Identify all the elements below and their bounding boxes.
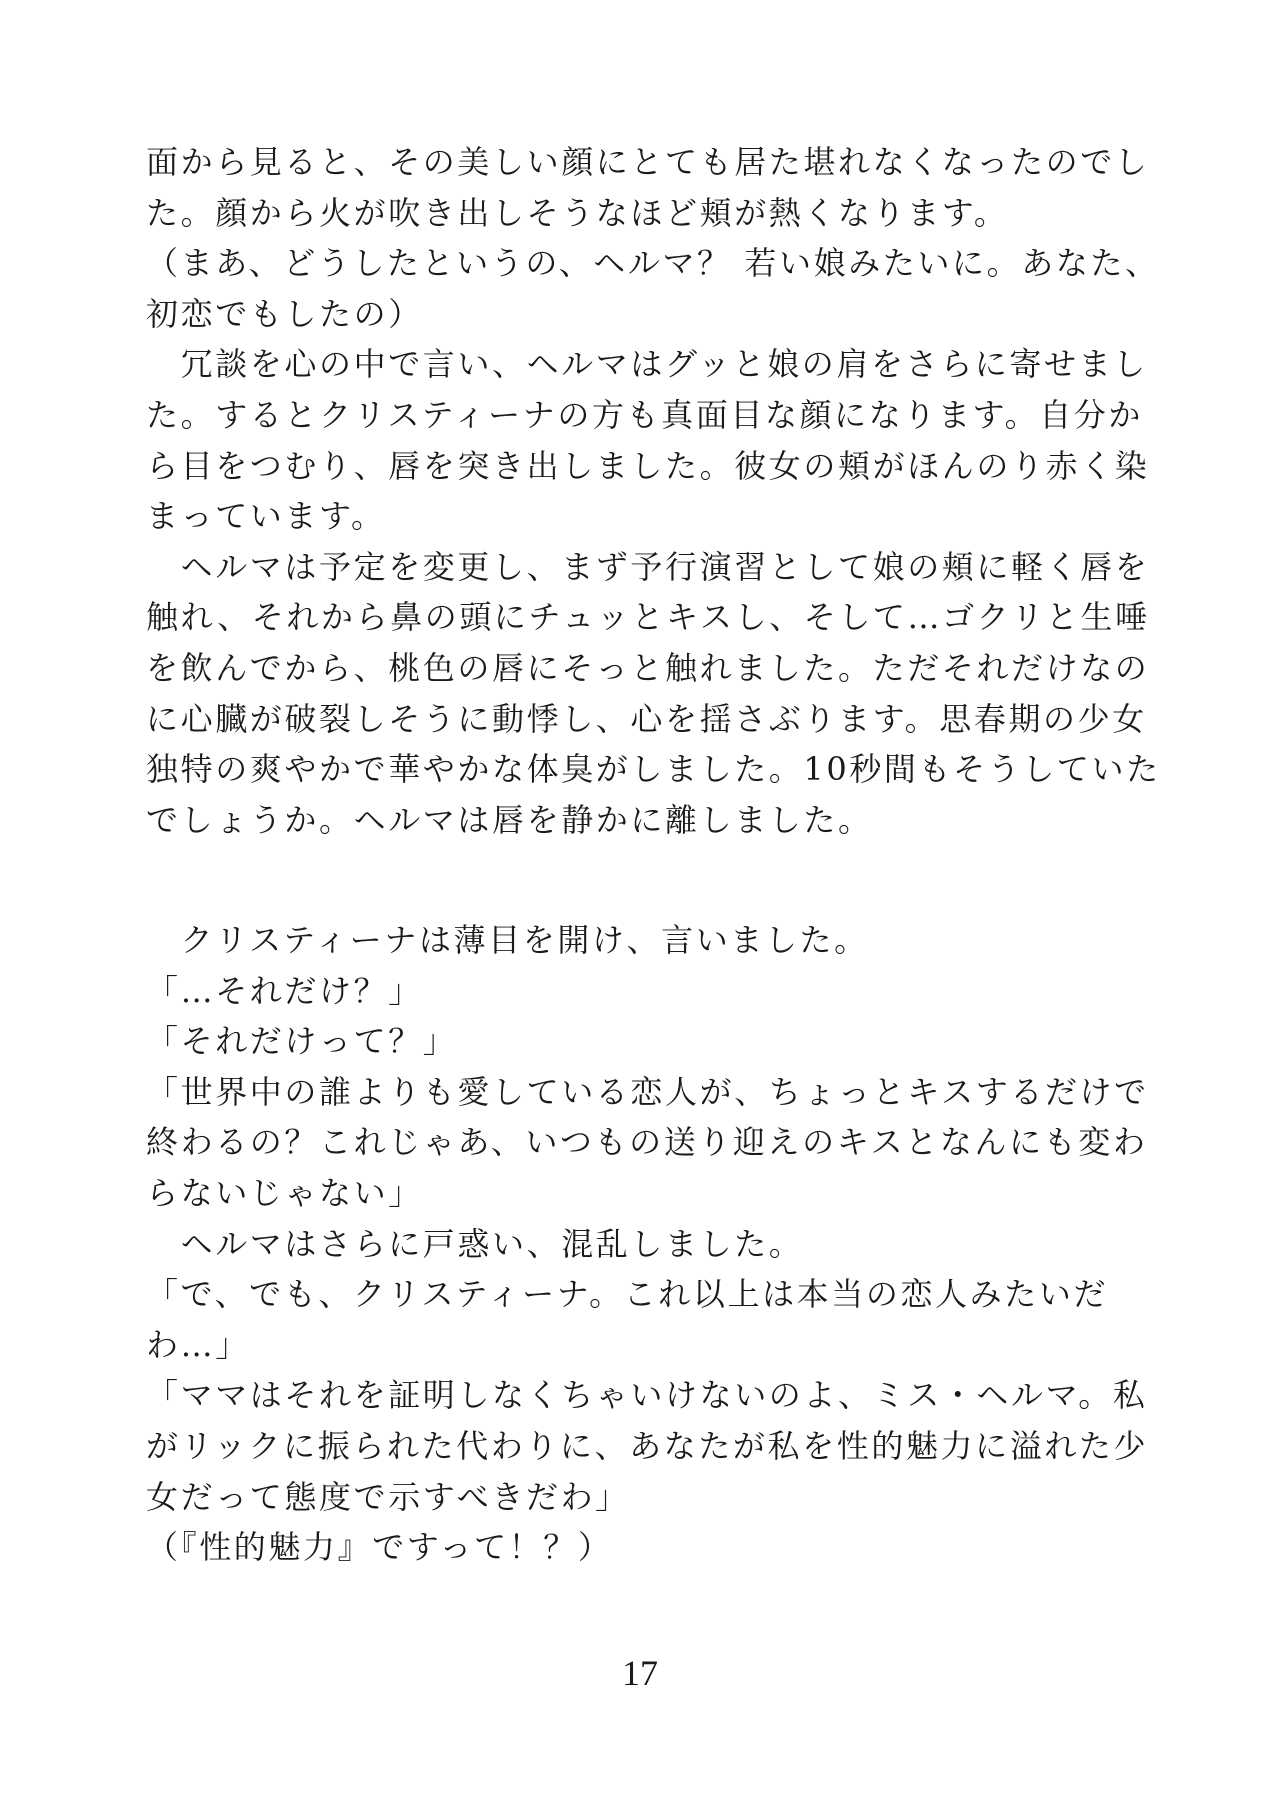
text-line: わ…」 [146,1325,250,1364]
text-line: 冗談を心の中で言い、ヘルマはグッと娘の肩をさらに寄せまし [146,345,1148,384]
text-line: に心臓が破裂しそうに動悸し、心を揺さぶります。思春期の少女 [146,699,1147,738]
page-number: 17 [622,1653,658,1693]
text-line: まっています。 [146,497,386,536]
text-line: ヘルマは予定を変更し、まず予行演習として娘の頬に軽く唇を [146,547,1150,586]
text-line: でしょうか。ヘルマは唇を静かに離しました。 [146,800,873,839]
text-line: （まあ、どうしたというの、ヘルマ？ 若い娘みたいに。あなた、 [146,244,1160,283]
text-line: を飲んでから、桃色の唇にそっと触れました。ただそれだけなの [146,648,1150,687]
text-line: ら目をつむり、唇を突き出しました。彼女の頬がほんのり赤く染 [146,446,1150,485]
text-line: 「世界中の誰よりも愛している恋人が、ちょっとキスするだけで [146,1072,1149,1111]
text-line: 終わるの？これじゃあ、いつもの送り迎えのキスとなんにも変わ [146,1123,1148,1162]
text-line: 触れ、それから鼻の頭にチュッとキスし、そして…ゴクリと生唾 [146,598,1150,637]
text-line: 「ママはそれを証明しなくちゃいけないのよ、ミス・ヘルマ。私 [146,1376,1148,1415]
text-line: た。顔から火が吹き出しそうなほど頬が熱くなります。 [146,193,1009,232]
text-line: らないじゃない」 [146,1173,423,1212]
text-line: 独特の爽やかで華やかな体臭がしました。10秒間もそうしていた [146,750,1161,789]
text-line: クリスティーナは薄目を開け、言いました。 [146,921,869,959]
text-line: た。するとクリスティーナの方も真面目な顔になります。自分か [146,395,1144,434]
text-line: がリックに振られた代わりに、あなたが私を性的魅力に溢れた少 [146,1426,1149,1465]
text-line: 「…それだけ？」 [146,971,423,1010]
text-line: ヘルマはさらに戸惑い、混乱しました。 [146,1224,804,1263]
text-line: 初恋でもしたの） [146,294,423,333]
text-line: 「それだけって？」 [146,1022,458,1061]
text-block-upper [146,137,1161,845]
text-line: 「で、でも、クリスティーナ。これ以上は本当の恋人みたいだ [146,1275,1109,1314]
text-block-lower [146,915,1149,1573]
text-line: 女だって態度で示すべきだわ」 [146,1477,630,1516]
text-line: （『性的魅力』ですって！？） [146,1528,613,1567]
text-line: 面から見ると、その美しい顔にとても居た堪れなくなったのでし [146,143,1150,181]
